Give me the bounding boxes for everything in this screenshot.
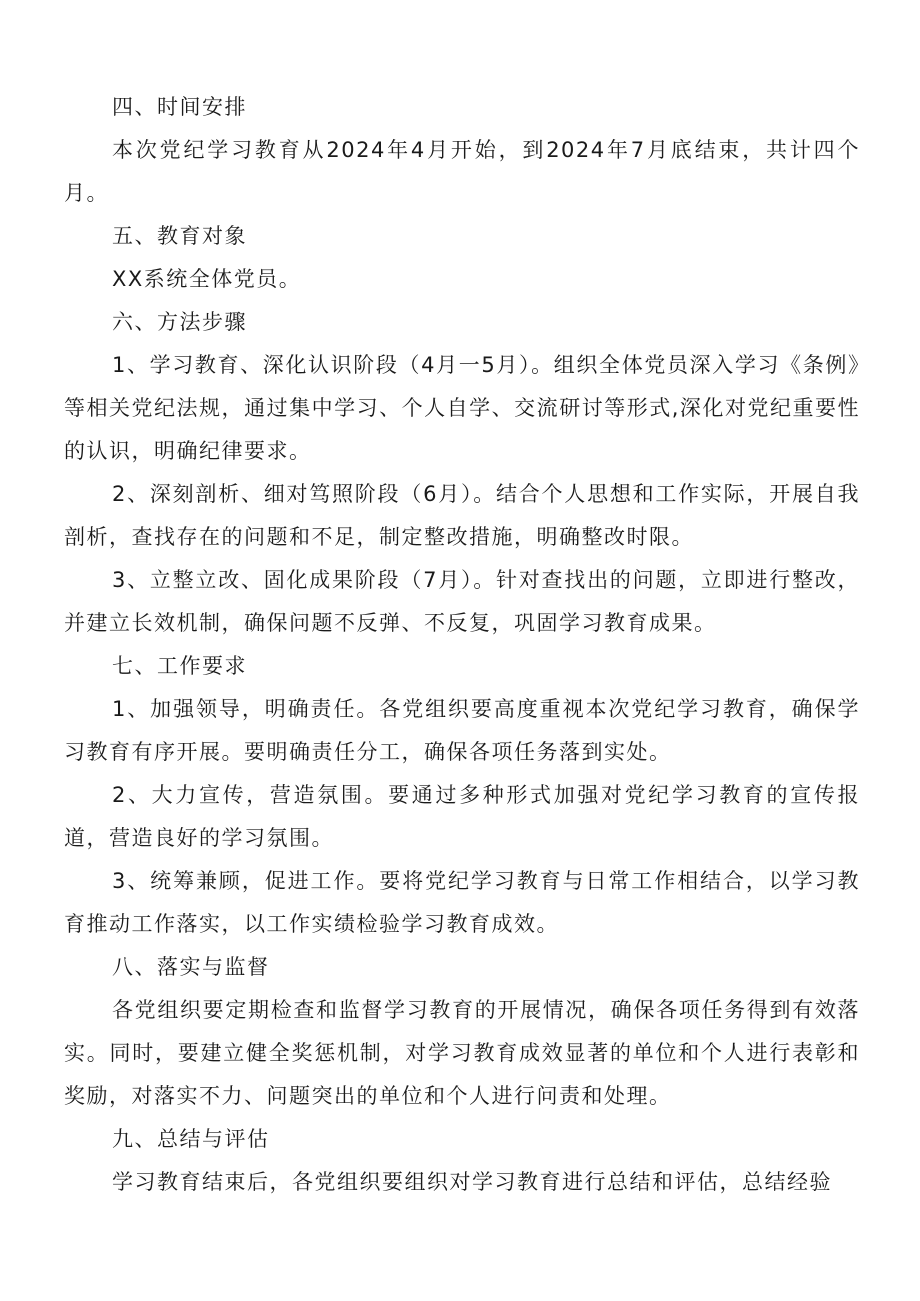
section-heading: 九、总结与评估 — [112, 1127, 270, 1151]
section-heading: 五、教育对象 — [112, 224, 247, 248]
section-summary-evaluation — [64, 1118, 860, 1204]
section-method-steps — [64, 301, 860, 645]
paragraph: 1、加强领导，明确责任。各党组织要高度重视本次党纪学习教育，确保学习教育有序开展。要明确责任分工，确保各项任务落到实处。 — [64, 697, 860, 764]
paragraph: 学习教育结束后，各党组织要组织对学习教育进行总结和评估，总结经验 — [112, 1170, 832, 1194]
paragraph: 1、学习教育、深化认识阶段（4月一5月）。组织全体党员深入学习《条例》等相关党纪法规，通过集中学习、个人自学、交流研讨等形式,深化对党纪重要性的认识，明确纪律要求。 — [64, 353, 860, 463]
paragraph: 本次党纪学习教育从2024年4月开始，到2024年7月底结束，共计四个月。 — [64, 138, 860, 205]
section-heading: 六、方法步骤 — [112, 310, 247, 334]
paragraph: 3、立整立改、固化成果阶段（7月）。针对查找出的问题，立即进行整改，并建立长效机制，确保问题不反弹、不反复，巩固学习教育成果。 — [64, 568, 860, 635]
section-time-schedule — [64, 86, 860, 215]
section-heading: 四、时间安排 — [112, 95, 247, 119]
section-education-target — [64, 215, 860, 301]
paragraph: 2、大力宣传，营造氛围。要通过多种形式加强对党纪学习教育的宣传报道，营造良好的学习氛围。 — [64, 783, 860, 850]
section-heading: 七、工作要求 — [112, 654, 247, 678]
paragraph: 3、统筹兼顾，促进工作。要将党纪学习教育与日常工作相结合，以学习教育推动工作落实，以工作实绩检验学习教育成效。 — [64, 869, 860, 936]
paragraph: 2、深刻剖析、细对笃照阶段（6月）。结合个人思想和工作实际，开展自我剖析，查找存在的问题和不足，制定整改措施，明确整改时限。 — [64, 482, 860, 549]
section-implementation-supervision — [64, 946, 860, 1118]
paragraph: XX系统全体党员。 — [112, 267, 302, 291]
section-heading: 八、落实与监督 — [112, 955, 270, 979]
paragraph: 各党组织要定期检查和监督学习教育的开展情况，确保各项任务得到有效落实。同时，要建立健全奖惩机制，对学习教育成效显著的单位和个人进行表彰和奖励，对落实不力、问题突出的单位和个人进行问责和处理。 — [64, 998, 860, 1108]
section-work-requirements — [64, 645, 860, 946]
